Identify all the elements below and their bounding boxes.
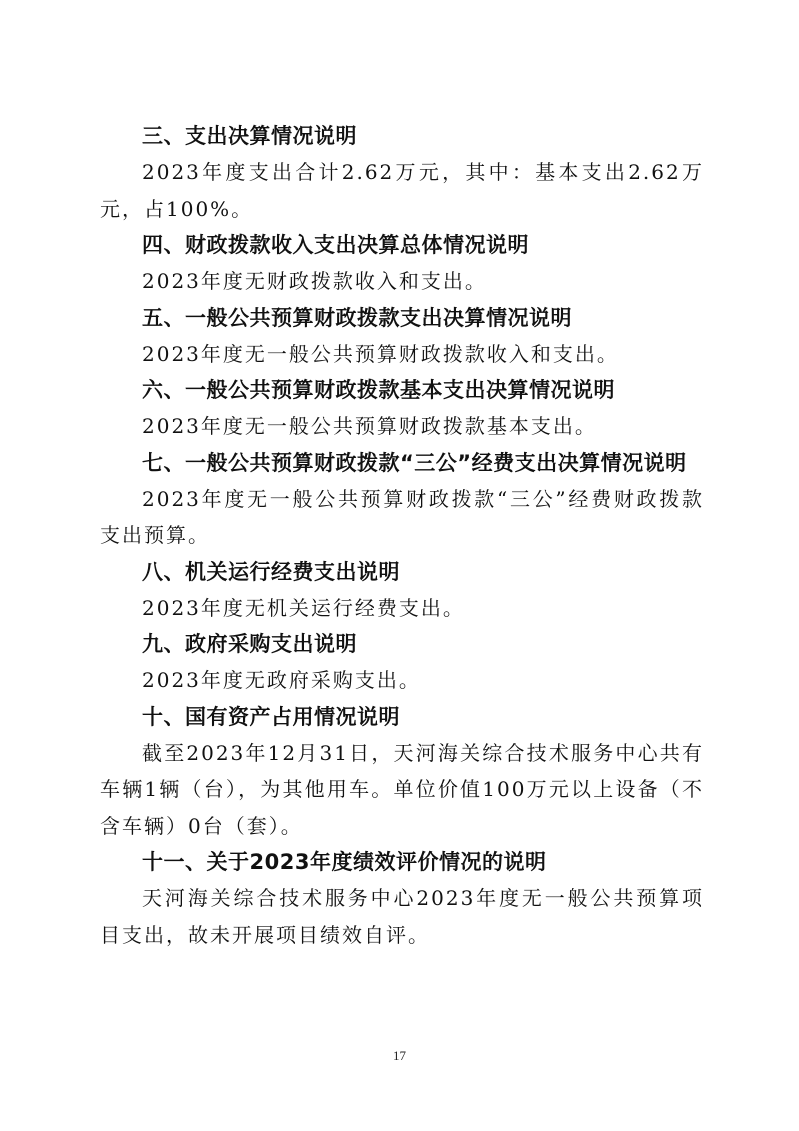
page-number: 17: [393, 1048, 406, 1063]
section-heading-state-assets: 十、国有资产占用情况说明: [142, 704, 400, 729]
section-body-procurement: 2023年度无政府采购支出。: [142, 668, 421, 692]
section-heading-general-budget: 五、一般公共预算财政拨款支出决算情况说明: [142, 305, 572, 330]
section-body-expenditure: 2023年度支出合计2.62万元，其中：基本支出2.62万元，占100%。: [100, 160, 704, 221]
section-heading-operating-costs: 八、机关运行经费支出说明: [142, 559, 400, 584]
section-heading-three-public: 七、一般公共预算财政拨款“三公”经费支出决算情况说明: [142, 450, 687, 475]
section-heading-expenditure: 三、支出决算情况说明: [142, 124, 357, 148]
section-body-operating-costs: 2023年度无机关运行经费支出。: [142, 595, 465, 620]
section-heading-procurement: 九、政府采购支出说明: [142, 632, 357, 656]
section-heading-performance: 十一、关于2023年度绩效评价情况的说明: [142, 850, 547, 874]
section-heading-basic-expenditure: 六、一般公共预算财政拨款基本支出决算情况说明: [142, 378, 615, 402]
section-heading-fiscal-overall: 四、财政拨款收入支出决算总体情况说明: [142, 233, 529, 257]
section-body-performance: 天河海关综合技术服务中心2023年度无一般公共预算项目支出，故未开展项目绩效自评。: [100, 886, 704, 947]
section-body-general-budget: 2023年度无一般公共预算财政拨款收入和支出。: [142, 341, 619, 366]
section-body-fiscal-overall: 2023年度无财政拨款收入和支出。: [142, 269, 487, 293]
section-body-three-public: 2023年度无一般公共预算财政拨款“三公”经费财政拨款支出预算。: [100, 486, 704, 547]
page-content: [100, 118, 704, 953]
section-body-state-assets: 截至2023年12月31日，天河海关综合技术服务中心共有车辆1辆（台），为其他用车。单位价值100万元以上设备（不含车辆）0台（套）。: [100, 740, 704, 838]
section-body-basic-expenditure: 2023年度无一般公共预算财政拨款基本支出。: [142, 414, 597, 438]
